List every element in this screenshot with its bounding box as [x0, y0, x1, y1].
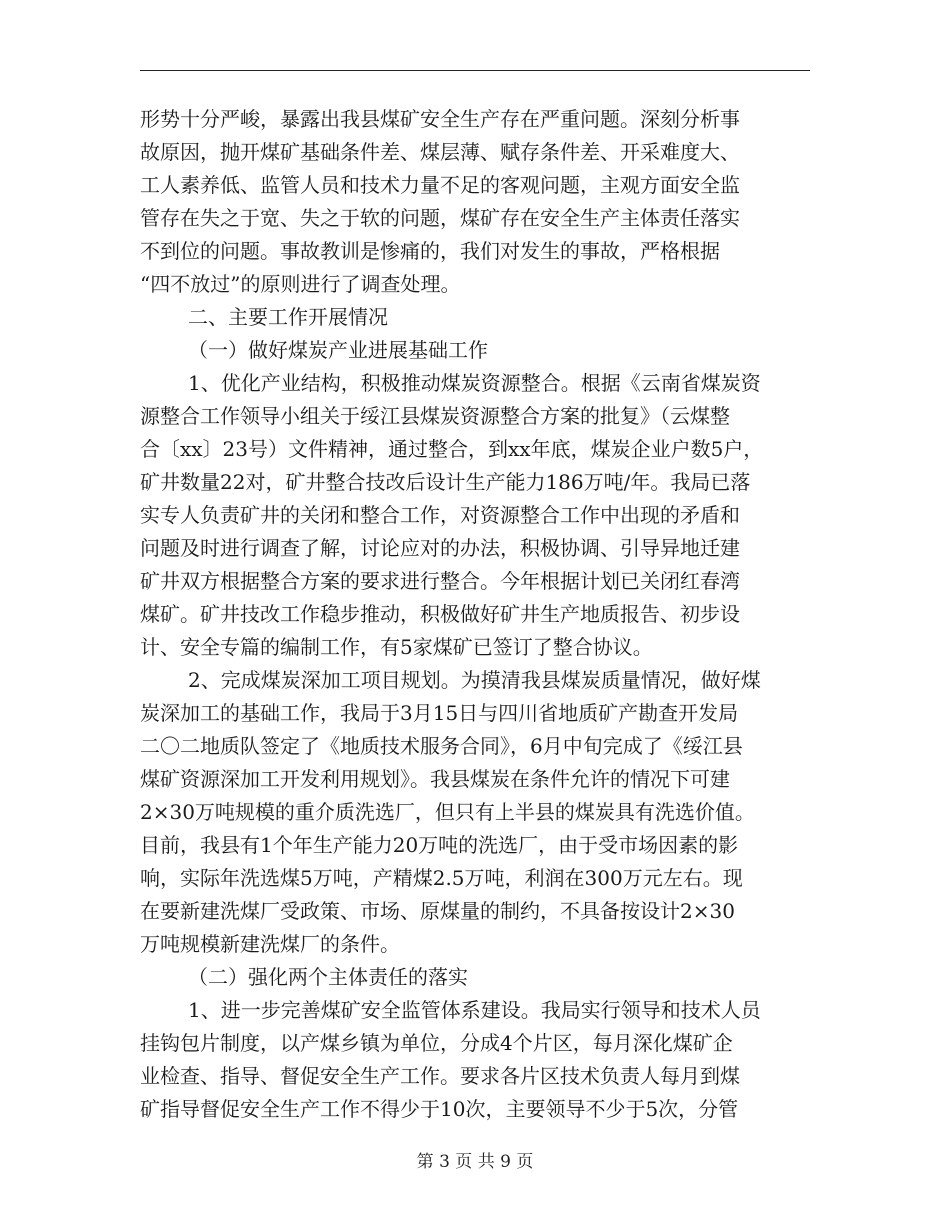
body-line: 故原因，抛开煤矿基础条件差、煤层薄、赋存条件差、开采难度大、	[140, 140, 740, 164]
body-line: 形势十分严峻，暴露出我县煤矿安全生产存在严重问题。深刻分析事	[140, 107, 740, 131]
header-rule	[140, 70, 810, 71]
paragraph-start: 1、优化产业结构，积极推动煤炭资源整合。根据《云南省煤炭资	[188, 371, 761, 395]
body-line: 业检查、指导、督促安全生产工作。要求各片区技术负责人每月到煤	[140, 1064, 740, 1088]
paragraph-start: 1、进一步完善煤矿安全监管体系建设。我局实行领导和技术人员	[188, 998, 761, 1022]
body-line: 矿指导督促安全生产工作不得少于10次，主要领导不少于5次，分管	[140, 1097, 739, 1121]
body-line: 煤矿资源深加工开发利用规划》。我县煤炭在条件允许的情况下可建	[140, 767, 730, 791]
section-heading: 二、主要工作开展情况	[188, 305, 388, 329]
body-line: 炭深加工的基础工作，我局于3月15日与四川省地质矿产勘查开发局	[140, 701, 739, 725]
body-line: 源整合工作领导小组关于绥江县煤炭资源整合方案的批复》（云煤整	[140, 404, 730, 428]
body-line: 工人素养低、监管人员和技术力量不足的客观问题，主观方面安全监	[140, 173, 740, 197]
body-line: 目前，我县有1个年生产能力20万吨的洗选厂，由于受市场因素的影	[140, 833, 739, 857]
body-line: 管存在失之于宽、失之于软的问题，煤矿存在安全生产主体责任落实	[140, 206, 740, 230]
body-line: 实专人负责矿井的关闭和整合工作，对资源整合工作中出现的矛盾和	[140, 503, 740, 527]
body-line: 计、安全专篇的编制工作，有5家煤矿已签订了整合协议。	[140, 635, 653, 659]
subsection-heading: （二）强化两个主体责任的落实	[188, 965, 468, 989]
document-body	[140, 103, 810, 1126]
body-line: 响，实际年洗选煤5万吨，产精煤2.5万吨，利润在300万元左右。现	[140, 866, 743, 890]
body-line: 在要新建洗煤厂受政策、市场、原煤量的制约，不具备按设计2×30	[140, 899, 735, 923]
page-number: 第 3 页 共 9 页	[416, 1152, 534, 1172]
body-line: 合〔xx〕23号）文件精神，通过整合，到xx年底，煤炭企业户数5户，	[140, 437, 764, 461]
body-line: 煤矿。矿井技改工作稳步推动，积极做好矿井生产地质报告、初步设	[140, 602, 740, 626]
body-line: 矿井双方根据整合方案的要求进行整合。今年根据计划已关闭红春湾	[140, 569, 740, 593]
subsection-heading: （一）做好煤炭产业进展基础工作	[188, 338, 488, 362]
paragraph-start: 2、完成煤炭深加工项目规划。为摸清我县煤炭质量情况，做好煤	[188, 668, 761, 692]
body-line: 问题及时进行调查了解，讨论应对的办法，积极协调、引导异地迁建	[140, 536, 740, 560]
body-line: 不到位的问题。事故教训是惨痛的，我们对发生的事故，严格根据	[140, 239, 720, 263]
body-line: 矿井数量22对，矿井整合技改后设计生产能力186万吨/年。我局已落	[140, 470, 751, 494]
body-line: 万吨规模新建洗煤厂的条件。	[140, 932, 400, 956]
body-line: “四不放过”的原则进行了调查处理。	[140, 272, 461, 296]
body-line: 挂钩包片制度，以产煤乡镇为单位，分成4个片区，每月深化煤矿企	[140, 1031, 733, 1055]
body-line: 二〇二地质队签定了《地质技术服务合同》，6月中旬完成了《绥江县	[140, 734, 743, 758]
body-line: 2×30万吨规模的重介质洗选厂，但只有上半县的煤炭具有洗选价值。	[140, 800, 755, 824]
